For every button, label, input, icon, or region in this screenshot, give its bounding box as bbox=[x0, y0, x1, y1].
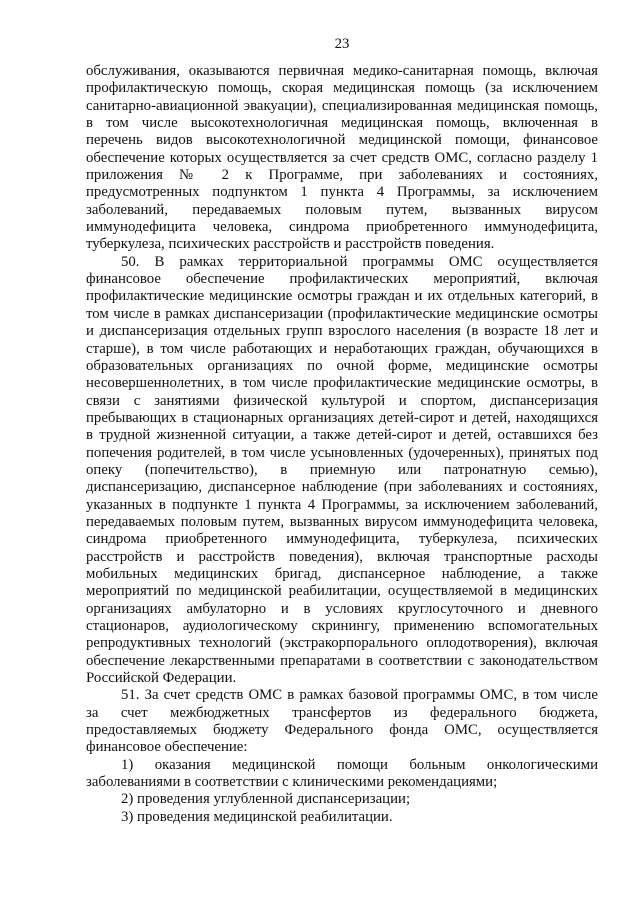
text-line: синдрома приобретенного иммунодефицита, туберкулеза, психических bbox=[86, 531, 598, 548]
text-line: заболеваний, передаваемых половым путем, вызванных вирусом bbox=[86, 201, 598, 218]
text-line: 51. За счет средств ОМС в рамках базовой программы ОМС, в том числе bbox=[121, 687, 598, 704]
document-body bbox=[86, 63, 598, 826]
text-line: мероприятий по медицинской реабилитации, осуществляемой в медицинских bbox=[86, 583, 598, 600]
text-line: санитарно-авиационной эвакуации), специализированная медицинская помощь, bbox=[86, 97, 598, 114]
paragraph-50 bbox=[86, 254, 598, 688]
text-line: профилактическую помощь, скорая медицинская помощь (за исключением bbox=[86, 80, 598, 97]
text-line: 3) проведения медицинской реабилитации. bbox=[121, 808, 393, 825]
text-line: стационаров, аудиологическому скринингу, применению вспомогательных bbox=[86, 618, 598, 634]
text-line: мобильных медицинских бригад, диспансерное наблюдение, а также bbox=[86, 565, 598, 582]
text-line: обеспечение лекарственными препаратами в соответствии с законодательством bbox=[86, 652, 598, 669]
text-line: Российской Федерации. bbox=[86, 670, 237, 687]
text-line: указанных в подпункте 1 пункта 4 Программы, за исключением заболеваний, bbox=[86, 496, 598, 513]
text-line: обслуживания, оказываются первичная медико-санитарная помощь, включая bbox=[86, 63, 598, 79]
text-line: обеспечение которых осуществляется за счет средств ОМС, согласно разделу 1 bbox=[86, 149, 598, 166]
text-line: старше), в том числе работающих и неработающих граждан, обучающихся в bbox=[86, 340, 598, 357]
paragraph-51 bbox=[86, 687, 598, 756]
text-line: приложения № 2 к Программе, при заболеваниях и состояниях, bbox=[86, 167, 598, 184]
text-line: финансовое обеспечение: bbox=[86, 739, 248, 756]
text-line: связи с занятиями физической культурой и спортом, диспансеризация bbox=[86, 392, 598, 409]
text-line: 2) проведения углубленной диспансеризации; bbox=[121, 791, 411, 808]
list-item-3 bbox=[86, 809, 598, 826]
text-line: передаваемых половым путем, вызванных вирусом иммунодефицита человека, bbox=[86, 513, 598, 530]
text-line: финансовое обеспечение профилактических мероприятий, включая bbox=[86, 271, 598, 288]
text-line: образовательных организациях по очной форме, медицинские осмотры bbox=[86, 357, 598, 374]
paragraph-continuation bbox=[86, 63, 598, 254]
text-line: расстройств и расстройств поведения), включая транспортные расходы bbox=[86, 548, 598, 565]
text-line: попечения родителей, в том числе усыновленных (удочеренных), принятых под bbox=[86, 444, 598, 461]
text-line: 1) оказания медицинской помощи больным онкологическими bbox=[121, 756, 598, 773]
text-line: и диспансеризация отдельных групп взрослого населения (в возрасте 18 лет и bbox=[86, 323, 598, 340]
text-line: профилактические медицинские осмотры граждан и их отдельных категорий, в bbox=[86, 288, 598, 305]
text-line: организациях амбулаторно и в условиях круглосуточного и дневного bbox=[86, 600, 598, 617]
text-line: в трудной жизненной ситуации, а также детей-сирот и детей, оставшихся без bbox=[86, 427, 598, 444]
text-line: диспансеризацию, диспансерное наблюдение (при заболеваниях и состояниях, bbox=[86, 479, 598, 496]
text-line: опеку (попечительство), в приемную или патронатную семью), bbox=[86, 461, 598, 478]
text-line: в том числе высокотехнологичная медицинская помощь, включенная в bbox=[86, 115, 598, 132]
text-line: за счет межбюджетных трансфертов из федерального бюджета, bbox=[86, 704, 598, 721]
text-line: пребывающих в стационарных организациях детей-сирот и детей, находящихся bbox=[86, 409, 598, 426]
text-line: перечень видов высокотехнологичной медицинской помощи, финансовое bbox=[86, 132, 598, 149]
text-line: несовершеннолетних, в том числе профилактические медицинские осмотры, в bbox=[86, 375, 598, 392]
text-line: том числе в рамках диспансеризации (профилактические медицинские осмотры bbox=[86, 305, 598, 322]
page-number: 23 bbox=[334, 36, 350, 52]
list-item-2 bbox=[86, 791, 598, 808]
text-line: 50. В рамках территориальной программы ОМС осуществляется bbox=[121, 253, 598, 270]
text-line: туберкулеза, психических расстройств и расстройств поведения. bbox=[86, 236, 495, 253]
list-item-1 bbox=[86, 757, 598, 792]
text-line: заболеваниями в соответствии с клиническими рекомендациями; bbox=[86, 774, 498, 791]
text-line: иммунодефицита человека, синдрома приобретенного иммунодефицита, bbox=[86, 219, 598, 236]
text-line: предусмотренных подпунктом 1 пункта 4 Программы, за исключением bbox=[86, 184, 598, 201]
text-line: репродуктивных технологий (экстракорпорального оплодотворения), включая bbox=[86, 635, 598, 652]
text-line: предоставляемых бюджету Федерального фонда ОМС, осуществляется bbox=[86, 722, 598, 739]
